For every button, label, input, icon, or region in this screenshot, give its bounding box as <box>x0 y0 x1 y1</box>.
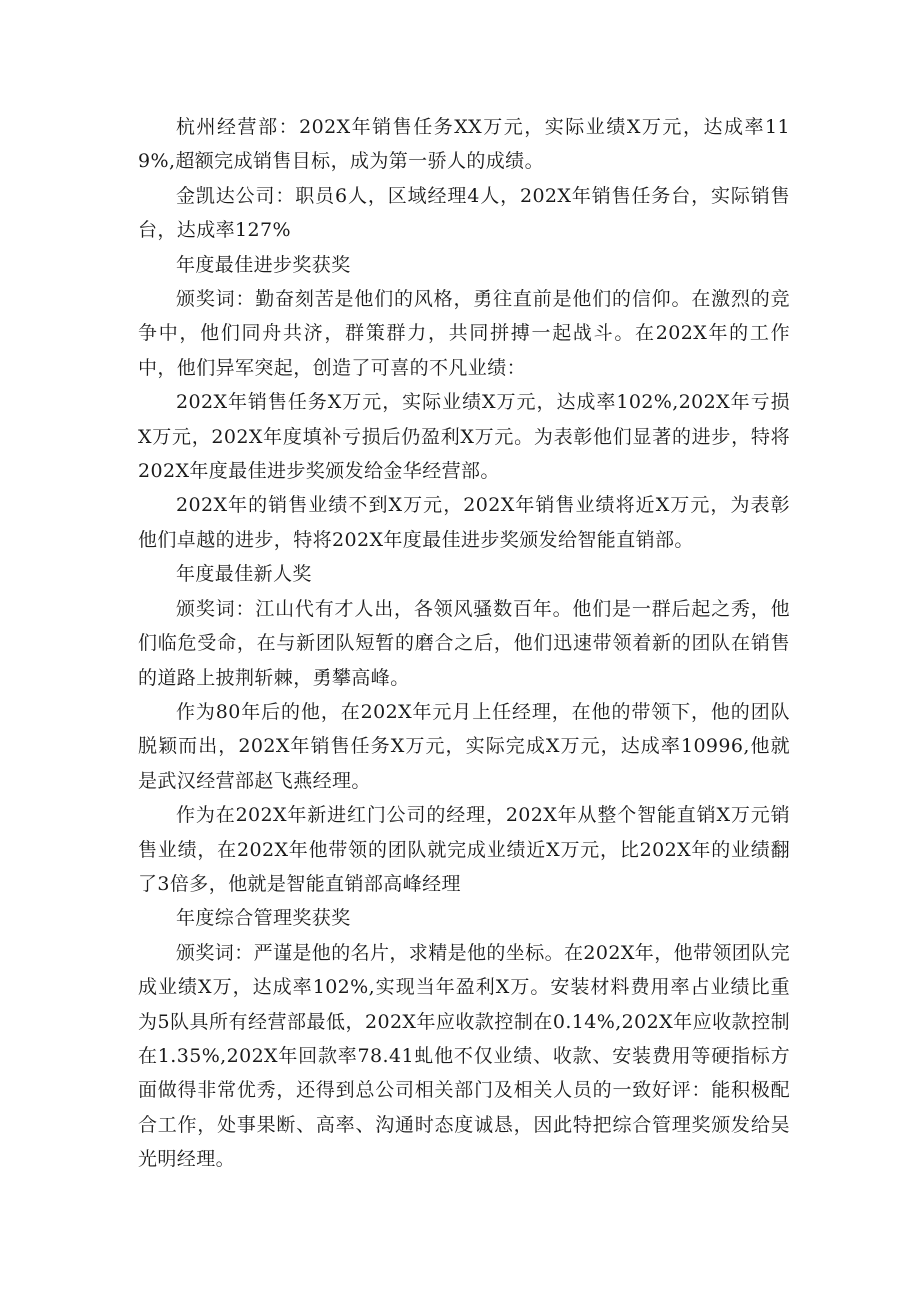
paragraph-direct-sales-progress: 202X年的销售业绩不到X万元，202X年销售业绩将近X万元，为表彰他们卓越的进步，特将202X年度最佳进步奖颁发给智能直销部。 <box>138 494 790 551</box>
document-body <box>138 110 790 1177</box>
paragraph-progress-award-citation: 颁奖词：勤奋刻苦是他们的风格，勇往直前是他们的信仰。在激烈的竞争中，他们同舟共济，群策群力，共同拼搏一起战斗。在202X年的工作中，他们异军突起，创造了可喜的不凡业绩： <box>138 288 790 379</box>
heading-best-newcomer-award: 年度最佳新人奖 <box>176 563 312 586</box>
paragraph-newcomer-citation: 颁奖词：江山代有才人出，各领风骚数百年。他们是一群后起之秀，他们临危受命，在与新团队短暂的磨合之后，他们迅速带领着新的团队在销售的道路上披荆斩棘，勇攀高峰。 <box>138 597 790 689</box>
paragraph-jinhua-progress: 202X年销售任务X万元，实际业绩X万元，达成率102%,202X年亏损X万元，202X年度填补亏损后仍盈利X万元。为表彰他们显著的进步，特将202X年度最佳进步奖颁发给金华经营部。 <box>138 391 790 483</box>
paragraph-hangzhou-results: 杭州经营部：202X年销售任务XX万元，实际业绩X万元，达成率119%,超额完成销售目标，成为第一骄人的成绩。 <box>138 116 790 173</box>
heading-management-award: 年度综合管理奖获奖 <box>176 907 351 930</box>
heading-best-progress-award: 年度最佳进步奖获奖 <box>176 253 351 276</box>
paragraph-management-citation: 颁奖词：严谨是他的名片，求精是他的坐标。在202X年，他带领团队完成业绩X万，达成率102%,实现当年盈利X万。安装材料费用率占业绩比重为5队具所有经营部最低，202X年应收款控制在0.14%,202X年应收款控制在1.35%,202X年回款率78.41虬他不仅业绩、收款、安装费用等硬指标方面做得非常优秀，还得到总公司相关部门及相关人员的一致好评：能积极配合工作，处事果断、高率、沟通时态度诚恳，因此特把综合管理奖颁发给吴光明经理。 <box>138 941 790 1171</box>
paragraph-jinkaida-results: 金凯达公司：职员6人，区域经理4人，202X年销售任务台，实际销售台，达成率127% <box>138 184 790 242</box>
paragraph-direct-sales-manager: 作为在202X年新进红门公司的经理，202X年从整个智能直销X万元销售业绩，在202X年他带领的团队就完成业绩近X万元，比202X年的业绩翻了3倍多，他就是智能直销部高峰经理 <box>138 804 790 895</box>
paragraph-wuhan-manager: 作为80年后的他，在202X年元月上任经理，在他的带领下，他的团队脱颖而出，202X年销售任务X万元，实际完成X万元，达成率10996,他就是武汉经营部赵飞燕经理。 <box>138 700 790 792</box>
